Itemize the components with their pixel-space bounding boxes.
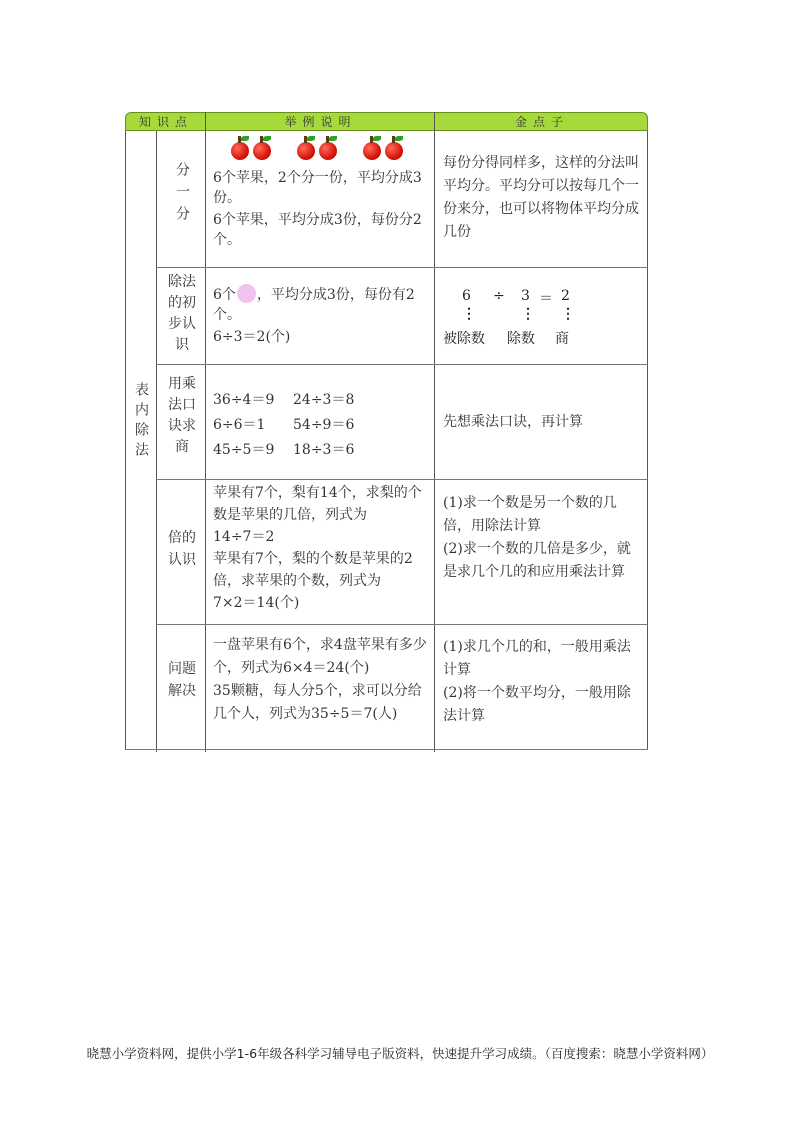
row-name-text: 倍的认识 xyxy=(168,530,196,568)
example-chufa xyxy=(213,284,427,347)
header-knowledge-point: 知识点 xyxy=(138,115,193,129)
example-prefix: 6个 xyxy=(213,287,236,303)
table-header xyxy=(125,112,648,131)
example-koujue xyxy=(213,388,427,463)
example-suffix: ，平均分成3份，每份有2个。 xyxy=(213,287,415,323)
tip-line: (1)求几个几的和，一般用乘法计算 xyxy=(443,639,631,678)
tip-line: (1)求一个数是另一个数的几倍，用除法计算 xyxy=(443,495,617,534)
tip-bei xyxy=(443,492,643,584)
row-name-koujue xyxy=(159,374,205,458)
example-bei xyxy=(213,482,427,614)
grid-line xyxy=(156,479,648,480)
grid-line xyxy=(647,131,648,749)
example-line: 6个苹果，2个分一份，平均分成3份。 xyxy=(213,170,422,206)
row-name-fen-yi-fen xyxy=(159,162,205,228)
label-dividend: 被除数 xyxy=(443,331,485,347)
row-name-bei xyxy=(159,527,205,571)
row-name-chufa xyxy=(159,272,205,356)
apple-icon xyxy=(319,142,337,160)
footer-note: 晓慧小学资料网，提供小学1-6年级各科学习辅导电子版资料，快速提升学习成绩。（百度搜索：晓慧小学资料网） xyxy=(86,1046,714,1061)
tip-wenti xyxy=(443,636,643,728)
equation-term: 6 xyxy=(462,288,471,304)
grid-line xyxy=(156,131,157,752)
tip-koujue: 先想乘法口诀，再计算 xyxy=(443,414,583,430)
tip-line: (2)将一个数平均分，一般用除法计算 xyxy=(443,685,631,724)
grid-line xyxy=(125,749,648,750)
example-line: 一盘苹果有6个，求4盘苹果有多少个，列式为6×4＝24(个) xyxy=(213,637,427,676)
example-line xyxy=(213,438,427,463)
equation-term: 2 xyxy=(561,288,570,304)
header-tip: 金点子 xyxy=(514,115,569,129)
example-formula: 54÷9＝6 xyxy=(293,417,355,433)
apple-icon xyxy=(231,142,249,160)
dots-marker: ⋮ xyxy=(521,306,535,322)
apple-icon xyxy=(297,142,315,160)
grid-line xyxy=(156,364,648,365)
row-name-text: 除法的初步认识 xyxy=(168,274,196,353)
header-example: 举例说明 xyxy=(284,115,357,129)
equation-term: ÷ xyxy=(493,288,505,304)
topic-label xyxy=(126,382,156,462)
dots-marker: ⋮ xyxy=(462,306,476,322)
example-line: 苹果有7个，梨的个数是苹果的2倍，求苹果的个数，列式为 xyxy=(213,551,413,589)
row-name-text: 问题解决 xyxy=(168,661,196,699)
example-wenti xyxy=(213,634,427,726)
dots-marker: ⋮ xyxy=(561,306,575,322)
example-line xyxy=(213,388,427,413)
example-formula: 6÷3＝2(个) xyxy=(213,329,291,345)
label-divisor: 除数 xyxy=(507,331,535,347)
example-line xyxy=(213,284,427,325)
knowledge-table xyxy=(125,112,648,752)
apple-icon xyxy=(363,142,381,160)
equation-term: 3 xyxy=(521,288,530,304)
row-name-text: 用乘法口诀求商 xyxy=(168,376,196,455)
apple-icon xyxy=(253,142,271,160)
example-line: 苹果有7个，梨有14个，求梨的个数是苹果的几倍，列式为 xyxy=(213,485,422,523)
example-formula: 6÷6＝1 xyxy=(213,417,266,433)
example-formula: 24÷3＝8 xyxy=(293,392,355,408)
row-name-wenti xyxy=(159,658,205,702)
example-fen-yi-fen xyxy=(213,168,427,250)
example-formula: 18÷3＝6 xyxy=(293,442,355,458)
example-formula: 7×2＝14(个) xyxy=(213,595,300,611)
example-formula: 14÷7＝2 xyxy=(213,529,275,545)
example-line: 35颗糖，每人分5个，求可以分给几个人，列式为35÷5＝7(人) xyxy=(213,683,422,722)
equation-term: ＝ xyxy=(539,291,553,307)
tip-line: (2)求一个数的几倍是多少，就是求几个几的和应用乘法计算 xyxy=(443,541,631,580)
example-line: 6个苹果，平均分成3份，每份分2个。 xyxy=(213,212,422,248)
row-name-text: 分一分 xyxy=(174,162,190,228)
grid-line xyxy=(156,267,648,268)
tip-fen-yi-fen: 每份分得同样多，这样的分法叫平均分。平均分可以按每几个一份来分，也可以将物体平均分成几份 xyxy=(443,155,639,240)
example-formula: 36÷4＝9 xyxy=(213,392,275,408)
example-formula: 45÷5＝9 xyxy=(213,442,275,458)
grid-line xyxy=(156,624,648,625)
apple-icon xyxy=(385,142,403,160)
grid-line xyxy=(434,112,435,752)
label-quotient: 商 xyxy=(555,331,569,347)
topic-text: 表内除法 xyxy=(133,382,149,462)
ball-icon xyxy=(237,284,256,303)
grid-line xyxy=(205,112,206,752)
example-line xyxy=(213,413,427,438)
